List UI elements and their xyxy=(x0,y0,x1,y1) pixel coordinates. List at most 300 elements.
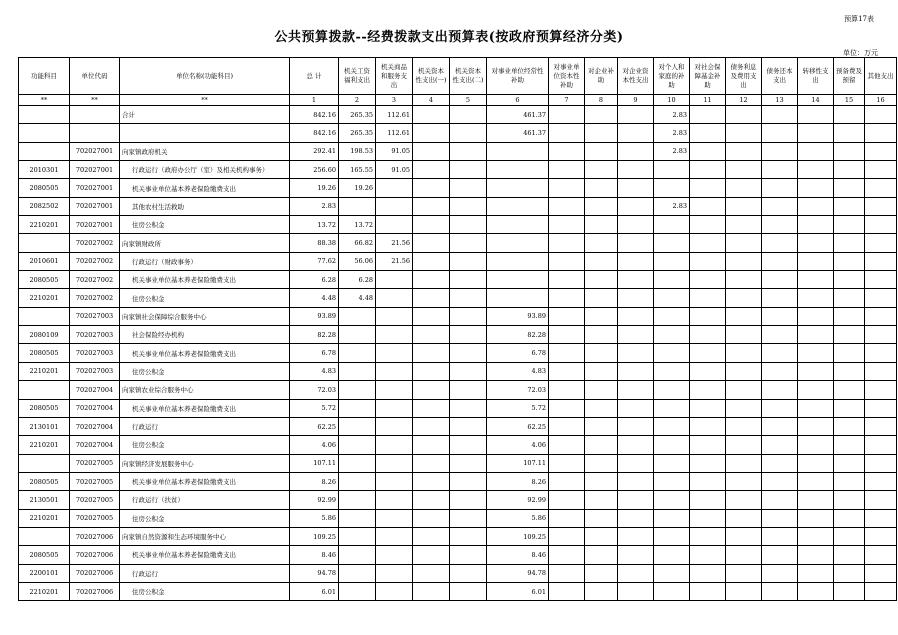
amount-cell xyxy=(762,271,798,289)
unit-name-cell: 住房公积金 xyxy=(120,362,290,380)
amount-cell xyxy=(798,197,834,215)
table-row xyxy=(19,124,897,142)
amount-cell xyxy=(339,307,376,325)
amount-cell xyxy=(618,289,654,307)
function-code-cell: 2080505 xyxy=(19,271,70,289)
amount-cell xyxy=(726,106,762,124)
amount-cell xyxy=(690,307,726,325)
amount-cell: 72.03 xyxy=(290,381,339,399)
amount-cell xyxy=(865,399,897,417)
amount-cell xyxy=(654,161,690,179)
amount-cell: 112.61 xyxy=(376,124,413,142)
amount-cell xyxy=(865,271,897,289)
table-row xyxy=(19,326,897,344)
amount-cell xyxy=(762,289,798,307)
unit-name-cell: 机关事业单位基本养老保险缴费支出 xyxy=(120,472,290,490)
amount-cell xyxy=(585,564,618,582)
amount-cell xyxy=(376,344,413,362)
function-code-cell: 2210201 xyxy=(19,582,70,600)
index-row xyxy=(19,95,897,106)
index-cell: 7 xyxy=(549,95,585,106)
index-cell: ** xyxy=(120,95,290,106)
unit-code-cell: 702027001 xyxy=(70,142,120,160)
unit-name-cell: 社会保险经办机构 xyxy=(120,326,290,344)
amount-cell xyxy=(376,362,413,380)
amount-cell xyxy=(376,289,413,307)
amount-cell: 6.78 xyxy=(290,344,339,362)
amount-cell xyxy=(726,344,762,362)
amount-cell xyxy=(585,289,618,307)
column-header: 对事业单位经常性补助 xyxy=(487,58,549,95)
amount-cell xyxy=(726,582,762,600)
unit-code-cell: 702027006 xyxy=(70,527,120,545)
function-code-cell: 2080505 xyxy=(19,399,70,417)
function-code-cell: 2130501 xyxy=(19,491,70,509)
amount-cell xyxy=(834,307,865,325)
amount-cell xyxy=(618,362,654,380)
amount-cell xyxy=(762,491,798,509)
amount-cell xyxy=(585,124,618,142)
amount-cell xyxy=(654,362,690,380)
amount-cell xyxy=(585,454,618,472)
amount-cell xyxy=(549,381,585,399)
amount-cell xyxy=(339,197,376,215)
amount-cell: 82.28 xyxy=(487,326,549,344)
unit-code-cell: 702027002 xyxy=(70,271,120,289)
index-cell: ** xyxy=(19,95,70,106)
amount-cell xyxy=(834,344,865,362)
amount-cell xyxy=(487,271,549,289)
amount-cell xyxy=(618,399,654,417)
amount-cell xyxy=(376,491,413,509)
amount-cell xyxy=(413,399,450,417)
function-code-cell: 2210201 xyxy=(19,362,70,380)
amount-cell xyxy=(762,307,798,325)
amount-cell xyxy=(549,344,585,362)
amount-cell xyxy=(654,436,690,454)
unit-name-cell: 机关事业单位基本养老保险缴费支出 xyxy=(120,344,290,362)
function-code-cell: 2010301 xyxy=(19,161,70,179)
amount-cell xyxy=(690,399,726,417)
amount-cell xyxy=(798,252,834,270)
unit-code-cell: 702027006 xyxy=(70,546,120,564)
amount-cell xyxy=(549,564,585,582)
amount-cell xyxy=(450,142,487,160)
amount-cell xyxy=(762,472,798,490)
amount-cell xyxy=(798,142,834,160)
amount-cell xyxy=(376,197,413,215)
amount-cell xyxy=(549,546,585,564)
amount-cell xyxy=(585,362,618,380)
column-header: 债务利息及费用支出 xyxy=(726,58,762,95)
amount-cell xyxy=(865,564,897,582)
unit-code-cell: 702027006 xyxy=(70,564,120,582)
column-header: 其他支出 xyxy=(865,58,897,95)
table-row xyxy=(19,509,897,527)
amount-cell xyxy=(549,326,585,344)
amount-cell xyxy=(618,252,654,270)
amount-cell xyxy=(834,491,865,509)
amount-cell xyxy=(450,527,487,545)
amount-cell: 92.99 xyxy=(487,491,549,509)
unit-code-cell: 702027001 xyxy=(70,216,120,234)
amount-cell xyxy=(834,564,865,582)
table-row xyxy=(19,381,897,399)
amount-cell: 198.53 xyxy=(339,142,376,160)
amount-cell xyxy=(618,326,654,344)
amount-cell xyxy=(413,307,450,325)
amount-cell: 4.06 xyxy=(487,436,549,454)
amount-cell xyxy=(690,509,726,527)
amount-cell: 8.26 xyxy=(487,472,549,490)
unit-name-cell: 机关事业单位基本养老保险缴费支出 xyxy=(120,179,290,197)
amount-cell xyxy=(798,124,834,142)
amount-cell xyxy=(549,454,585,472)
amount-cell xyxy=(654,344,690,362)
amount-cell xyxy=(585,344,618,362)
amount-cell xyxy=(413,436,450,454)
amount-cell xyxy=(726,161,762,179)
amount-cell xyxy=(450,234,487,252)
form-number: 预算17表 xyxy=(844,15,874,23)
amount-cell xyxy=(865,436,897,454)
amount-cell xyxy=(865,472,897,490)
amount-cell xyxy=(654,399,690,417)
unit-name-cell: 机关事业单位基本养老保险缴费支出 xyxy=(120,546,290,564)
amount-cell xyxy=(450,399,487,417)
amount-cell xyxy=(413,344,450,362)
amount-cell: 8.26 xyxy=(290,472,339,490)
amount-cell xyxy=(585,491,618,509)
table-row xyxy=(19,106,897,124)
amount-cell xyxy=(834,124,865,142)
amount-cell xyxy=(654,326,690,344)
amount-cell xyxy=(413,326,450,344)
amount-cell xyxy=(654,252,690,270)
amount-cell xyxy=(585,381,618,399)
amount-cell xyxy=(762,436,798,454)
amount-cell xyxy=(585,436,618,454)
amount-cell xyxy=(450,472,487,490)
amount-cell: 292.41 xyxy=(290,142,339,160)
unit-name-cell: 向家镇经济发展服务中心 xyxy=(120,454,290,472)
amount-cell xyxy=(450,161,487,179)
index-cell: 2 xyxy=(339,95,376,106)
amount-cell xyxy=(376,546,413,564)
amount-cell xyxy=(339,344,376,362)
amount-cell: 265.35 xyxy=(339,124,376,142)
amount-cell xyxy=(726,271,762,289)
amount-cell xyxy=(726,124,762,142)
amount-cell xyxy=(450,454,487,472)
amount-cell xyxy=(834,527,865,545)
amount-cell xyxy=(413,527,450,545)
function-code-cell xyxy=(19,106,70,124)
amount-cell: 56.06 xyxy=(339,252,376,270)
amount-cell xyxy=(690,179,726,197)
amount-cell xyxy=(487,179,549,197)
amount-cell xyxy=(618,106,654,124)
amount-cell xyxy=(376,582,413,600)
amount-cell xyxy=(549,582,585,600)
amount-cell: 8.46 xyxy=(290,546,339,564)
unit-code-cell: 702027004 xyxy=(70,417,120,435)
amount-cell xyxy=(726,509,762,527)
amount-cell: 2.83 xyxy=(654,197,690,215)
amount-cell xyxy=(549,124,585,142)
amount-cell: 82.28 xyxy=(290,326,339,344)
amount-cell xyxy=(690,197,726,215)
amount-cell xyxy=(413,491,450,509)
function-code-cell xyxy=(19,234,70,252)
column-header: 对企业补助 xyxy=(585,58,618,95)
amount-cell xyxy=(798,326,834,344)
function-code-cell: 2010601 xyxy=(19,252,70,270)
amount-cell xyxy=(762,197,798,215)
amount-cell xyxy=(834,197,865,215)
amount-cell: 842.16 xyxy=(290,106,339,124)
amount-cell xyxy=(339,564,376,582)
amount-cell: 4.83 xyxy=(290,362,339,380)
index-cell: 1 xyxy=(290,95,339,106)
amount-cell xyxy=(834,362,865,380)
unit-name-cell: 行政运行（财政事务） xyxy=(120,252,290,270)
amount-cell xyxy=(798,307,834,325)
unit-name-cell: 向家镇社会保障综合服务中心 xyxy=(120,307,290,325)
amount-cell xyxy=(585,417,618,435)
amount-cell xyxy=(585,472,618,490)
amount-cell xyxy=(690,106,726,124)
amount-cell xyxy=(487,234,549,252)
amount-cell xyxy=(585,197,618,215)
unit-name-cell xyxy=(120,124,290,142)
amount-cell xyxy=(762,546,798,564)
amount-cell xyxy=(585,216,618,234)
table-row xyxy=(19,289,897,307)
amount-cell xyxy=(834,509,865,527)
amount-cell xyxy=(549,179,585,197)
amount-cell xyxy=(654,271,690,289)
index-cell: 8 xyxy=(585,95,618,106)
amount-cell xyxy=(450,362,487,380)
amount-cell xyxy=(376,307,413,325)
amount-cell xyxy=(585,271,618,289)
index-cell: 16 xyxy=(865,95,897,106)
amount-cell xyxy=(549,142,585,160)
unit-code-cell: 702027002 xyxy=(70,234,120,252)
amount-cell xyxy=(762,564,798,582)
column-header: 转移性支出 xyxy=(798,58,834,95)
amount-cell xyxy=(549,161,585,179)
amount-cell xyxy=(865,582,897,600)
amount-cell xyxy=(865,381,897,399)
amount-cell xyxy=(690,472,726,490)
amount-cell xyxy=(690,234,726,252)
column-header: 债务还本支出 xyxy=(762,58,798,95)
amount-cell xyxy=(339,417,376,435)
amount-cell xyxy=(762,454,798,472)
amount-cell xyxy=(865,491,897,509)
amount-cell xyxy=(549,307,585,325)
amount-cell xyxy=(865,307,897,325)
amount-cell xyxy=(654,179,690,197)
amount-cell xyxy=(413,417,450,435)
amount-cell xyxy=(726,381,762,399)
amount-cell xyxy=(549,216,585,234)
amount-cell xyxy=(339,527,376,545)
amount-cell xyxy=(549,509,585,527)
amount-cell xyxy=(376,417,413,435)
amount-cell xyxy=(865,362,897,380)
amount-cell xyxy=(690,344,726,362)
unit-name-cell: 机关事业单位基本养老保险缴费支出 xyxy=(120,271,290,289)
amount-cell xyxy=(339,362,376,380)
amount-cell xyxy=(339,491,376,509)
amount-cell xyxy=(618,216,654,234)
amount-cell xyxy=(690,454,726,472)
amount-cell xyxy=(690,527,726,545)
table-row xyxy=(19,271,897,289)
amount-cell xyxy=(413,216,450,234)
amount-cell xyxy=(450,344,487,362)
amount-cell xyxy=(726,216,762,234)
amount-cell xyxy=(690,564,726,582)
table-row xyxy=(19,234,897,252)
unit-code-cell: 702027001 xyxy=(70,161,120,179)
amount-cell xyxy=(549,234,585,252)
amount-cell xyxy=(654,417,690,435)
amount-cell: 94.78 xyxy=(290,564,339,582)
amount-cell xyxy=(549,362,585,380)
amount-cell xyxy=(376,271,413,289)
amount-cell xyxy=(413,454,450,472)
amount-cell xyxy=(413,546,450,564)
amount-cell xyxy=(618,527,654,545)
table-row xyxy=(19,491,897,509)
amount-cell xyxy=(834,546,865,564)
amount-cell xyxy=(339,381,376,399)
amount-cell xyxy=(376,179,413,197)
amount-cell xyxy=(413,362,450,380)
amount-cell xyxy=(585,582,618,600)
amount-cell xyxy=(834,436,865,454)
table-row xyxy=(19,307,897,325)
amount-cell xyxy=(376,509,413,527)
amount-cell xyxy=(376,564,413,582)
amount-cell xyxy=(762,161,798,179)
function-code-cell: 2210201 xyxy=(19,216,70,234)
amount-cell xyxy=(376,381,413,399)
unit-code-cell: 702027003 xyxy=(70,344,120,362)
amount-cell xyxy=(618,417,654,435)
amount-cell xyxy=(834,179,865,197)
amount-cell: 165.55 xyxy=(339,161,376,179)
amount-cell xyxy=(834,161,865,179)
amount-cell xyxy=(726,197,762,215)
amount-cell: 62.25 xyxy=(487,417,549,435)
column-header: 单位名称(功能科目) xyxy=(120,58,290,95)
function-code-cell xyxy=(19,454,70,472)
amount-cell xyxy=(413,161,450,179)
function-code-cell xyxy=(19,142,70,160)
header-row xyxy=(19,58,897,95)
function-code-cell: 2200101 xyxy=(19,564,70,582)
amount-cell: 107.11 xyxy=(487,454,549,472)
amount-cell xyxy=(798,491,834,509)
amount-cell xyxy=(726,564,762,582)
amount-cell xyxy=(487,289,549,307)
column-header: 机关商品和服务支出 xyxy=(376,58,413,95)
amount-cell xyxy=(339,509,376,527)
amount-cell xyxy=(865,161,897,179)
amount-cell: 6.78 xyxy=(487,344,549,362)
amount-cell xyxy=(618,454,654,472)
column-header: 总 计 xyxy=(290,58,339,95)
amount-cell: 2.83 xyxy=(654,142,690,160)
amount-cell: 77.62 xyxy=(290,252,339,270)
amount-cell: 66.82 xyxy=(339,234,376,252)
amount-cell xyxy=(339,399,376,417)
amount-cell xyxy=(726,326,762,344)
amount-cell xyxy=(762,362,798,380)
amount-cell: 4.06 xyxy=(290,436,339,454)
amount-cell xyxy=(798,472,834,490)
unit-code-cell: 702027006 xyxy=(70,582,120,600)
function-code-cell: 2210201 xyxy=(19,509,70,527)
amount-cell xyxy=(834,326,865,344)
amount-cell: 2.83 xyxy=(654,124,690,142)
amount-cell xyxy=(834,472,865,490)
unit-label: 单位：万元 xyxy=(843,49,878,57)
unit-code-cell: 702027005 xyxy=(70,472,120,490)
amount-cell xyxy=(413,197,450,215)
amount-cell: 109.25 xyxy=(487,527,549,545)
amount-cell xyxy=(762,381,798,399)
amount-cell: 6.28 xyxy=(290,271,339,289)
amount-cell xyxy=(376,216,413,234)
amount-cell xyxy=(726,289,762,307)
amount-cell xyxy=(549,197,585,215)
amount-cell xyxy=(585,252,618,270)
amount-cell xyxy=(618,436,654,454)
index-cell: 12 xyxy=(726,95,762,106)
amount-cell xyxy=(798,436,834,454)
amount-cell xyxy=(726,252,762,270)
amount-cell xyxy=(762,234,798,252)
amount-cell xyxy=(690,271,726,289)
table-row xyxy=(19,546,897,564)
amount-cell xyxy=(450,179,487,197)
amount-cell xyxy=(413,252,450,270)
amount-cell xyxy=(762,179,798,197)
index-cell: 14 xyxy=(798,95,834,106)
amount-cell: 112.61 xyxy=(376,106,413,124)
amount-cell xyxy=(865,454,897,472)
amount-cell xyxy=(549,252,585,270)
amount-cell xyxy=(339,436,376,454)
table-row xyxy=(19,179,897,197)
amount-cell xyxy=(865,344,897,362)
amount-cell xyxy=(413,381,450,399)
amount-cell: 6.01 xyxy=(487,582,549,600)
amount-cell xyxy=(585,142,618,160)
amount-cell xyxy=(618,491,654,509)
amount-cell xyxy=(865,527,897,545)
amount-cell xyxy=(654,454,690,472)
amount-cell xyxy=(798,216,834,234)
amount-cell xyxy=(450,307,487,325)
amount-cell xyxy=(834,106,865,124)
